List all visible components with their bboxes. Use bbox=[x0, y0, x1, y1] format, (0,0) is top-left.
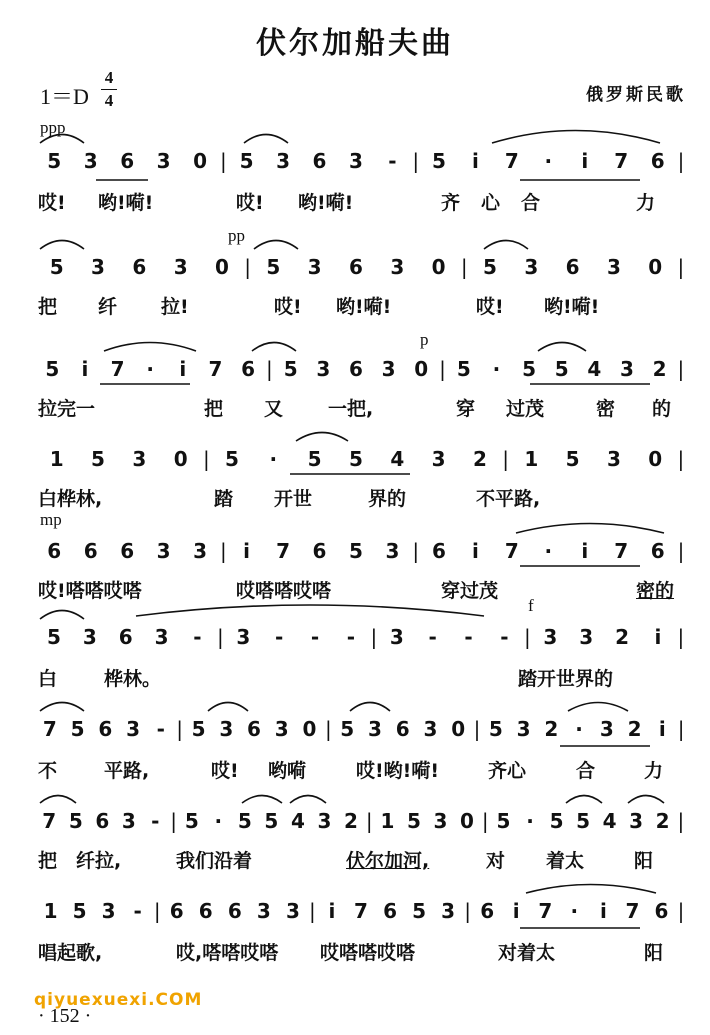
lyric: 哟!嗬! bbox=[98, 192, 154, 214]
lyric: 密的 bbox=[636, 580, 675, 602]
dynamic-marking: mp bbox=[40, 510, 62, 529]
lyric: 着太 bbox=[546, 850, 585, 872]
note: i bbox=[471, 539, 479, 563]
lyric: 穿 bbox=[456, 398, 476, 420]
note: 3 bbox=[132, 447, 147, 471]
note: 3 bbox=[390, 255, 405, 279]
notation-line bbox=[36, 146, 686, 176]
lyric: 我们沿着 bbox=[176, 850, 253, 872]
watermark: qiyuexuexi.COM bbox=[34, 990, 203, 1010]
note: 7 bbox=[614, 149, 629, 173]
lyric: 伏尔加河, bbox=[346, 850, 430, 872]
dynamic-marking: pp bbox=[228, 226, 245, 245]
lyric-line bbox=[36, 664, 686, 694]
lyric: 齐 bbox=[441, 192, 461, 214]
note: 6 bbox=[47, 539, 62, 563]
note: 5 bbox=[225, 447, 239, 471]
note: 5 bbox=[340, 717, 355, 741]
note: 5 bbox=[496, 809, 511, 833]
note: - bbox=[156, 717, 165, 741]
barline: | bbox=[677, 357, 685, 381]
note: 7 bbox=[614, 539, 629, 563]
note: · bbox=[146, 357, 154, 381]
note: - bbox=[500, 625, 509, 649]
note: i bbox=[581, 149, 589, 173]
note: 3 bbox=[606, 447, 621, 471]
note: 3 bbox=[431, 447, 446, 471]
note: 4 bbox=[602, 809, 617, 833]
barline: | bbox=[524, 625, 531, 649]
note: · bbox=[544, 149, 553, 173]
note: 6 bbox=[395, 717, 410, 741]
note: 3 bbox=[307, 255, 322, 279]
note: 6 bbox=[132, 255, 147, 279]
note: 5 bbox=[407, 809, 421, 833]
dynamic-marking: ppp bbox=[40, 118, 66, 137]
note: 3 bbox=[389, 625, 404, 649]
note: 3 bbox=[126, 717, 141, 741]
note: 3 bbox=[316, 357, 331, 381]
note: 3 bbox=[441, 899, 456, 923]
notation-line bbox=[36, 896, 686, 926]
note: 5 bbox=[431, 149, 446, 173]
note: 3 bbox=[83, 149, 98, 173]
note: 5 bbox=[91, 447, 105, 471]
note: 7 bbox=[625, 899, 640, 923]
barline: | bbox=[219, 539, 227, 563]
lyric: 哎!嗒嗒哎嗒 bbox=[38, 580, 142, 602]
note: i bbox=[658, 717, 666, 741]
note: 7 bbox=[110, 357, 125, 381]
note: 5 bbox=[522, 357, 537, 381]
lyric: 平路, bbox=[104, 760, 150, 782]
note: 6 bbox=[431, 539, 446, 563]
note: 7 bbox=[42, 809, 57, 833]
note: 5 bbox=[191, 717, 206, 741]
note: 5 bbox=[47, 149, 62, 173]
barline: | bbox=[677, 255, 685, 279]
note: 5 bbox=[488, 717, 503, 741]
notation-line bbox=[36, 252, 686, 282]
note: 6 bbox=[241, 357, 256, 381]
lyric: 哟嗬 bbox=[268, 760, 307, 782]
note: 3 bbox=[154, 625, 169, 649]
barline: | bbox=[464, 899, 472, 923]
note: 5 bbox=[349, 447, 363, 471]
note: - bbox=[310, 625, 320, 649]
note: 3 bbox=[423, 717, 438, 741]
lyric: 密 bbox=[596, 398, 616, 420]
dynamic-marking: p bbox=[420, 330, 429, 349]
note: 2 bbox=[652, 357, 667, 381]
barline: | bbox=[412, 149, 420, 173]
note: 6 bbox=[349, 255, 363, 279]
note: 7 bbox=[354, 899, 368, 923]
note: - bbox=[133, 899, 142, 923]
note: 1 bbox=[380, 809, 395, 833]
note: i bbox=[581, 539, 589, 563]
note: 6 bbox=[118, 625, 133, 649]
note: · bbox=[526, 809, 534, 833]
note: 3 bbox=[349, 149, 363, 173]
lyric: 又 bbox=[264, 398, 284, 420]
note: i bbox=[654, 625, 662, 649]
note: · bbox=[492, 357, 501, 381]
note: 6 bbox=[120, 149, 135, 173]
note: - bbox=[193, 625, 202, 649]
note: 5 bbox=[456, 357, 471, 381]
barline: | bbox=[677, 447, 685, 471]
lyric: 纤 bbox=[98, 296, 118, 318]
song-title: 伏尔加船夫曲 bbox=[256, 26, 454, 61]
lyric: 桦林。 bbox=[104, 668, 162, 690]
note: - bbox=[275, 625, 284, 649]
barline: | bbox=[677, 899, 685, 923]
note: 5 bbox=[412, 899, 427, 923]
lyric-line bbox=[36, 394, 686, 424]
note: 3 bbox=[256, 899, 271, 923]
note: 3 bbox=[285, 899, 300, 923]
barline: | bbox=[217, 625, 224, 649]
note: 7 bbox=[42, 717, 57, 741]
lyric: 白桦林, bbox=[38, 488, 103, 510]
lyric: 哎! bbox=[274, 296, 302, 318]
note: 6 bbox=[650, 149, 665, 173]
note: 7 bbox=[276, 539, 290, 563]
note: 6 bbox=[83, 539, 98, 563]
note: 5 bbox=[283, 357, 298, 381]
note: 3 bbox=[606, 255, 621, 279]
note: 2 bbox=[544, 717, 559, 741]
note: 3 bbox=[101, 899, 116, 923]
note: i bbox=[179, 357, 187, 381]
note: 6 bbox=[120, 539, 135, 563]
lyric: 拉完一 bbox=[38, 398, 96, 420]
barline: | bbox=[677, 809, 685, 833]
note: 1 bbox=[43, 899, 58, 923]
note: 3 bbox=[629, 809, 644, 833]
note: 3 bbox=[367, 717, 382, 741]
note: 5 bbox=[49, 255, 64, 279]
barline: | bbox=[266, 357, 273, 381]
note: i bbox=[81, 357, 89, 381]
lyric: 哟!嗬! bbox=[336, 296, 392, 318]
note: - bbox=[346, 625, 356, 649]
note: 5 bbox=[46, 625, 61, 649]
lyric: 齐心 bbox=[488, 760, 527, 782]
lyric: 哎嗒嗒哎嗒 bbox=[320, 942, 416, 964]
barline: | bbox=[370, 625, 378, 649]
note: 7 bbox=[538, 899, 553, 923]
lyric-line bbox=[36, 484, 686, 514]
lyric: 对 bbox=[486, 850, 506, 872]
lyric: 踏 bbox=[214, 488, 234, 510]
barline: | bbox=[677, 717, 685, 741]
note: 3 bbox=[156, 149, 171, 173]
note: 7 bbox=[504, 149, 519, 173]
barline: | bbox=[481, 809, 489, 833]
note: 3 bbox=[599, 717, 614, 741]
lyric: 哎! bbox=[236, 192, 264, 214]
lyric: 对着太 bbox=[498, 942, 556, 964]
lyric: 纤拉, bbox=[76, 850, 122, 872]
note: i bbox=[471, 149, 479, 173]
note: - bbox=[464, 625, 473, 649]
note: 5 bbox=[237, 809, 252, 833]
note: 5 bbox=[549, 809, 564, 833]
lyric: 哟!嗬! bbox=[544, 296, 600, 318]
note: 1 bbox=[524, 447, 539, 471]
composer-credit: 俄罗斯民歌 bbox=[586, 85, 686, 105]
lyric: 白 bbox=[38, 668, 58, 690]
note: 5 bbox=[72, 899, 87, 923]
note: 0 bbox=[302, 717, 317, 741]
barline: | bbox=[677, 149, 685, 173]
barline: | bbox=[309, 899, 316, 923]
note: 1 bbox=[49, 447, 64, 471]
note: 4 bbox=[290, 809, 305, 833]
barline: | bbox=[502, 447, 509, 471]
note: 6 bbox=[198, 899, 213, 923]
note: 0 bbox=[173, 447, 188, 471]
note: 3 bbox=[82, 625, 97, 649]
note: 7 bbox=[208, 357, 223, 381]
lyric: 力 bbox=[636, 192, 656, 214]
barline: | bbox=[677, 539, 685, 563]
note: 2 bbox=[343, 809, 358, 833]
note: 6 bbox=[169, 899, 184, 923]
note: - bbox=[151, 809, 160, 833]
lyric: 过茂 bbox=[506, 398, 545, 420]
note: 2 bbox=[655, 809, 670, 833]
note: 7 bbox=[504, 539, 519, 563]
time-signature bbox=[101, 68, 117, 111]
note: 3 bbox=[381, 357, 396, 381]
note: · bbox=[575, 717, 583, 741]
barline: | bbox=[176, 717, 184, 741]
notation-line bbox=[36, 714, 686, 744]
lyric: 哟!嗬! bbox=[298, 192, 354, 214]
barline: | bbox=[202, 447, 210, 471]
note: 0 bbox=[648, 447, 663, 471]
note: 5 bbox=[307, 447, 322, 471]
note: 3 bbox=[579, 625, 594, 649]
note: 5 bbox=[482, 255, 497, 279]
lyric: 哎,嗒嗒哎嗒 bbox=[176, 942, 279, 964]
note: 6 bbox=[650, 539, 665, 563]
note: · bbox=[544, 539, 553, 563]
barline: | bbox=[365, 809, 373, 833]
lyric-line bbox=[36, 756, 686, 786]
notation-line bbox=[36, 444, 686, 474]
note: 3 bbox=[516, 717, 531, 741]
note: 6 bbox=[227, 899, 242, 923]
note: 6 bbox=[312, 539, 327, 563]
lyric: 界的 bbox=[368, 488, 407, 510]
lyric: 踏开世界的 bbox=[518, 668, 614, 690]
note: 3 bbox=[385, 539, 400, 563]
note: 6 bbox=[348, 357, 363, 381]
meter-bottom: 4 bbox=[104, 91, 114, 110]
lyric: 合 bbox=[521, 192, 541, 214]
barline: | bbox=[219, 149, 227, 173]
note: · bbox=[570, 899, 579, 923]
note: 3 bbox=[156, 539, 171, 563]
note: 6 bbox=[98, 717, 113, 741]
note: 6 bbox=[95, 809, 110, 833]
lyric: 哎! bbox=[476, 296, 504, 318]
lyric: 不平路, bbox=[476, 488, 541, 510]
note: i bbox=[243, 539, 250, 563]
lyric: 拉! bbox=[161, 296, 189, 318]
note: 3 bbox=[433, 809, 448, 833]
note: 6 bbox=[312, 149, 327, 173]
barline: | bbox=[170, 809, 177, 833]
lyric-line bbox=[36, 846, 686, 876]
lyric: 阳 bbox=[644, 942, 664, 964]
lyric: 力 bbox=[644, 760, 664, 782]
barline: | bbox=[460, 255, 468, 279]
barline: | bbox=[244, 255, 252, 279]
lyric: 哎!哟!嗬! bbox=[356, 760, 439, 782]
note: 0 bbox=[414, 357, 429, 381]
note: 3 bbox=[236, 625, 251, 649]
lyric: 哎嗒嗒哎嗒 bbox=[236, 580, 332, 602]
note: 5 bbox=[70, 717, 85, 741]
note: 3 bbox=[121, 809, 136, 833]
page-number: · 152 · bbox=[38, 1005, 92, 1027]
note: 2 bbox=[627, 717, 642, 741]
notation-line bbox=[36, 536, 686, 566]
barline: | bbox=[324, 717, 332, 741]
note: 6 bbox=[654, 899, 669, 923]
lyric-line bbox=[36, 576, 686, 606]
dynamic-marking: f bbox=[528, 596, 534, 615]
note: 0 bbox=[648, 255, 663, 279]
note: 5 bbox=[68, 809, 83, 833]
note: 5 bbox=[239, 149, 254, 173]
note: 6 bbox=[565, 255, 580, 279]
lyric: 把 bbox=[204, 398, 224, 420]
note: 3 bbox=[276, 149, 290, 173]
note: · bbox=[214, 809, 223, 833]
note: 5 bbox=[554, 357, 569, 381]
note: 5 bbox=[349, 539, 363, 563]
note: 3 bbox=[91, 255, 105, 279]
note: 2 bbox=[472, 447, 487, 471]
note: 6 bbox=[480, 899, 495, 923]
lyric: 合 bbox=[576, 760, 596, 782]
lyric: 把 bbox=[38, 850, 58, 872]
lyric: 开世 bbox=[274, 488, 313, 510]
barline: | bbox=[439, 357, 446, 381]
lyric: 哎! bbox=[211, 760, 239, 782]
note: 2 bbox=[615, 625, 630, 649]
note: 4 bbox=[587, 357, 602, 381]
note: 3 bbox=[524, 255, 539, 279]
barline: | bbox=[153, 899, 161, 923]
note: 6 bbox=[247, 717, 261, 741]
note: 5 bbox=[565, 447, 580, 471]
meter-top: 4 bbox=[104, 68, 114, 87]
lyric-line bbox=[36, 938, 686, 968]
lyric-line bbox=[36, 188, 686, 218]
note: 5 bbox=[266, 255, 281, 279]
note: 3 bbox=[543, 625, 558, 649]
note: - bbox=[388, 149, 397, 173]
barline: | bbox=[412, 539, 420, 563]
note: 5 bbox=[45, 357, 60, 381]
note: 5 bbox=[576, 809, 591, 833]
lyric: 哎! bbox=[38, 192, 66, 214]
lyric: 心 bbox=[481, 192, 501, 214]
note: 3 bbox=[173, 255, 188, 279]
key-signature: 1＝D bbox=[40, 84, 89, 109]
notation-line bbox=[36, 806, 686, 836]
lyric: 穿过茂 bbox=[441, 580, 499, 602]
notation-line bbox=[36, 354, 686, 384]
notation-line bbox=[36, 622, 686, 652]
note: 3 bbox=[317, 809, 332, 833]
lyric-line bbox=[36, 292, 686, 322]
note: i bbox=[328, 899, 336, 923]
note: i bbox=[512, 899, 520, 923]
barline: | bbox=[677, 625, 685, 649]
lyric: 的 bbox=[652, 398, 672, 420]
note: · bbox=[269, 447, 278, 471]
lyric: 唱起歌, bbox=[38, 942, 103, 964]
lyric: 阳 bbox=[634, 850, 654, 872]
note: 3 bbox=[193, 539, 208, 563]
note: 4 bbox=[390, 447, 405, 471]
note: 0 bbox=[451, 717, 466, 741]
note: - bbox=[428, 625, 437, 649]
note: 3 bbox=[619, 357, 634, 381]
note: 3 bbox=[219, 717, 234, 741]
note: 5 bbox=[184, 809, 199, 833]
note: 0 bbox=[215, 255, 229, 279]
note: i bbox=[599, 899, 607, 923]
note: 3 bbox=[274, 717, 289, 741]
note: 6 bbox=[383, 899, 397, 923]
lyric: 把 bbox=[38, 296, 58, 318]
lyric: 一把, bbox=[328, 398, 374, 420]
note: 5 bbox=[264, 809, 279, 833]
note: 0 bbox=[193, 149, 208, 173]
barline: | bbox=[473, 717, 481, 741]
lyric: 不 bbox=[38, 760, 58, 782]
note: 0 bbox=[460, 809, 474, 833]
note: 0 bbox=[431, 255, 446, 279]
